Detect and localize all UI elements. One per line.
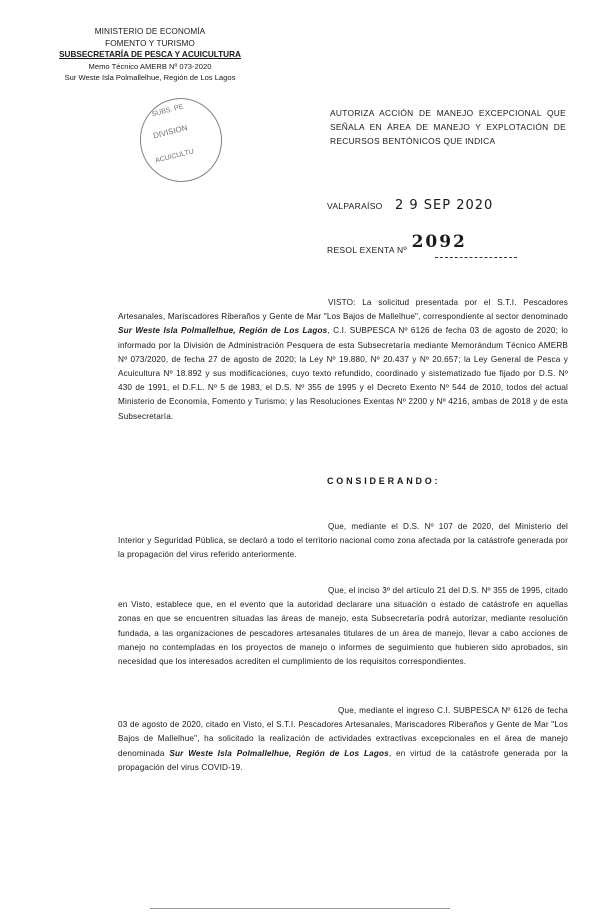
date-line bbox=[327, 198, 493, 213]
resolution-number: 2092 bbox=[411, 232, 467, 252]
considerando-paragraph-3 bbox=[118, 704, 568, 775]
considerando-heading: CONSIDERANDO: bbox=[327, 476, 441, 486]
paragraph-sector-name: Sur Weste Isla Polmallelhue, Región de Los Lagos bbox=[169, 748, 389, 758]
sector-reference: Sur Weste Isla Polmallelhue, Región de Los Lagos bbox=[64, 73, 236, 83]
official-stamp-seal bbox=[131, 89, 231, 190]
stamp-text-middle: DIVISION bbox=[152, 123, 189, 141]
date-label: VALPARAÍSO bbox=[327, 201, 383, 211]
paragraph-text-end: , en virtud de la catástrofe generada por la propagación del virus COVID-19. bbox=[118, 748, 569, 772]
ministry-name: MINISTERIO DE ECONOMÍA bbox=[94, 27, 206, 36]
subsecretaria-name: SUBSECRETARÍA DE PESCA Y ACUICULTURA bbox=[59, 50, 241, 60]
visto-text-start: VISTO: La solicitud presentada por el S.T.I. Pescadores Artesanales, Mariscadores Riberaños y Gente de Mar "Los Bajos de Mallelhue", correspondiente al sector denominado bbox=[118, 298, 568, 322]
considerando-paragraph-2 bbox=[118, 584, 568, 669]
letterhead bbox=[50, 26, 250, 84]
stamp-text-bottom: ACUICULTU bbox=[154, 148, 195, 165]
ministry-name-line2: FOMENTO Y TURISMO bbox=[105, 38, 195, 48]
memo-reference: Memo Técnico AMERB Nº 073-2020 bbox=[88, 61, 212, 71]
resolution-underline bbox=[435, 257, 517, 258]
date-stamp: 2 9 SEP 2020 bbox=[394, 198, 494, 213]
visto-text-end: , C.I. SUBPESCA Nº 6126 de fecha 03 de agosto de 2020; lo informado por la División de Administración Pesquera de esta Subsecretaría mediante Memorándum Técnico AMERB Nº 073/2020, de fecha 27 de agosto de 2020; la Ley Nº 19.880, Nº 20.437 y Nº 20.657; la Ley General de Pesca y Acuicultura Nº 18.892 y sus modificaciones, cuyo texto refundido, coordinado y sistematizado fue fijado por D.S. Nº 430 de 1991, el D.F.L. Nº 5 de 1983, el D.S. Nº 355 de 1995 y el Decreto Exento Nº 544 de 2010, todos del actual Ministerio de Economía, Fomento y Turismo; y las Resoluciones Exentas Nº 2200 y Nº 4216, ambas de 2018 y de esta Subsecretaría. bbox=[118, 326, 569, 421]
resolution-label: RESOL EXENTA Nº bbox=[327, 245, 407, 255]
stamp-text-top: SUBS. PE bbox=[151, 103, 185, 119]
paragraph-text-start: Que, mediante el ingreso C.I. SUBPESCA Nº 6126 de fecha 03 de agosto de 2020, citado en Visto, el S.T.I. Pescadores Artesanales, Mariscadores Riberaños y Gente de Mar "Los Bajos de Mallelhue", ha solicitado la realización de actividades extractivas excepcionales en el área de manejo denominada bbox=[118, 706, 568, 758]
paragraph-text: Que, el inciso 3º del artículo 21 del D.S. Nº 355 de 1995, citado en Visto, establece que, en el evento que la autoridad declarare una situación o estado de catástrofe en aquellas zonas en que se encuentren situadas las áreas de manejo, esta Subsecretaría podrá autorizar, mediante resolución fundada, a las organizaciones de pescadores artesanales titulares de un área de manejo, llevar a cabo acciones de manejo no contempladas en los proyectos de manejo o informes de seguimiento que hubieren sido aprobados, sin necesidad que los interesados acrediten el cumplimiento de los requisitos correspondientes. bbox=[118, 586, 568, 667]
resolution-number-line bbox=[327, 232, 467, 258]
considerando-paragraph-1 bbox=[118, 520, 568, 563]
visto-paragraph bbox=[118, 296, 568, 424]
paragraph-text: Que, mediante el D.S. Nº 107 de 2020, del Ministerio del Interior y Seguridad Pública, se declaró a todo el territorio nacional como zona afectada por la catástrofe generada por la propagación del virus referido anteriormente. bbox=[118, 522, 568, 560]
resolution-subject: AUTORIZA ACCIÓN DE MANEJO EXCEPCIONAL QUE SEÑALA EN ÁREA DE MANEJO Y EXPLOTACIÓN DE RECURSOS BENTÓNICOS QUE INDICA bbox=[330, 108, 566, 146]
visto-sector-name: Sur Weste Isla Polmallelhue, Región de Los Lagos bbox=[118, 326, 328, 336]
footer-divider bbox=[150, 908, 450, 909]
